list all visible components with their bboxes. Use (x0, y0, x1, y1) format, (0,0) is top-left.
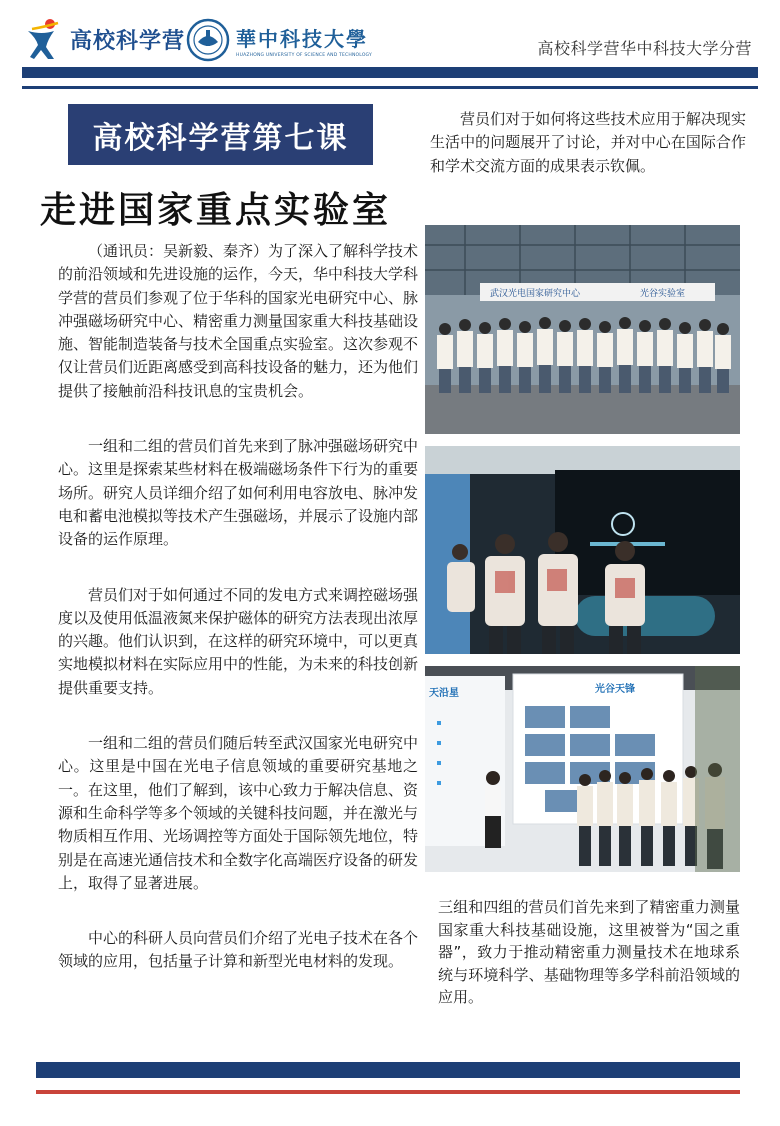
lesson-subtitle: 走进国家重点实验室 (40, 189, 392, 231)
paragraph-discussion: 营员们对于如何将这些技术应用于解决现实生活中的问题展开了讨论，并对中心在国际合作和学术交流方面的成果表示钦佩。 (430, 110, 746, 175)
paragraph-gravity-facility: 三组和四组的营员们首先来到了精密重力测量国家重大科技基础设施，这里被誉为“国之重器”，致力于推动精密重力测量技术在地球系统与环境科学、基础物理等多学科前沿领域的应用。 (438, 898, 740, 1006)
sign-left: 武汉光电国家研究中心 (490, 289, 581, 299)
paragraph-optoelectronic-center: 一组和二组的营员们随后转至武汉国家光电研究中心。这里是中国在光电子信息领域的重要研究基地之一。在这里，他们了解到，该中心致力于解决信息、资源和生命科学等多个领域的关键科技问题，并在激光与物质相互作用、光场调控等方面处于国际领先地位，特别是在高速光通信技术和全数字化高端医疗设备的研发上，取得了显著进展。 (58, 734, 419, 892)
paragraph-magnetic-interest: 营员们对于如何通过不同的发电方式来调控磁场强度以及使用低温液氮来保护磁体的研究方法表现出浓厚的兴趣。他们认识到，在这样的研究环境中，可以更真实地模拟材料在实际应用中的性能，为未来的科技创新提供重要支持。 (58, 585, 419, 697)
sign-right: 光谷实验室 (640, 289, 686, 299)
footer-rule-blue (36, 1062, 740, 1078)
sign-wall: 光谷天锋 (595, 684, 635, 695)
paragraph-optoelectronic-applications: 中心的科研人员向营员们介绍了光电子技术在各个领域的应用，包括量子计算和新型光电材料的发现。 (58, 929, 419, 971)
lesson-title: 高校科学营第七课 (68, 104, 373, 165)
right-column-top (430, 108, 746, 178)
exhibition-hall-photo (425, 446, 740, 654)
footer-rule-red (36, 1090, 740, 1094)
right-column-bottom (438, 896, 740, 1009)
paragraph-magnetic-center: 一组和二组的营员们首先来到了脉冲强磁场研究中心。这里是探索某些材料在极端磁场条件下行为的重要场所。研究人员详细介绍了如何利用电容放电、脉冲发电和蓄电池模拟等技术产生强磁场，并展示了设施内部设备的运作原理。 (58, 437, 419, 549)
wall-heading: 天沿星 (429, 688, 459, 699)
page-header (0, 0, 780, 100)
university-name: 華中科技大學 (236, 26, 368, 51)
star-figure-icon (24, 17, 64, 61)
header-rule-thick (22, 67, 758, 78)
science-camp-logo (24, 16, 185, 62)
university-logo (186, 18, 372, 62)
exhibition-wall-photo (425, 666, 740, 872)
left-column (58, 240, 418, 1006)
branch-title: 高校科学营华中科技大学分营 (537, 39, 752, 58)
university-seal-icon (186, 18, 230, 62)
header-rule-thin (22, 86, 758, 89)
university-name-en: HUAZHONG UNIVERSITY OF SCIENCE AND TECHNOLOGY (236, 52, 372, 58)
group-photo (425, 225, 740, 434)
paragraph-intro: （通讯员：吴新毅、秦齐）为了深入了解科学技术的前沿领域和先进设施的运作，今天，华中科技大学科学营的营员们参观了位于华科的国家光电研究中心、脉冲强磁场研究中心、精密重力测量国家重大科技基础设施、智能制造装备与技术全国重点实验室。这次参观不仅让营员们近距离感受到高科技设备的魅力，还为他们提供了接触前沿科技讯息的宝贵机会。 (58, 242, 419, 400)
logo-text: 高校科学营 (70, 28, 186, 54)
